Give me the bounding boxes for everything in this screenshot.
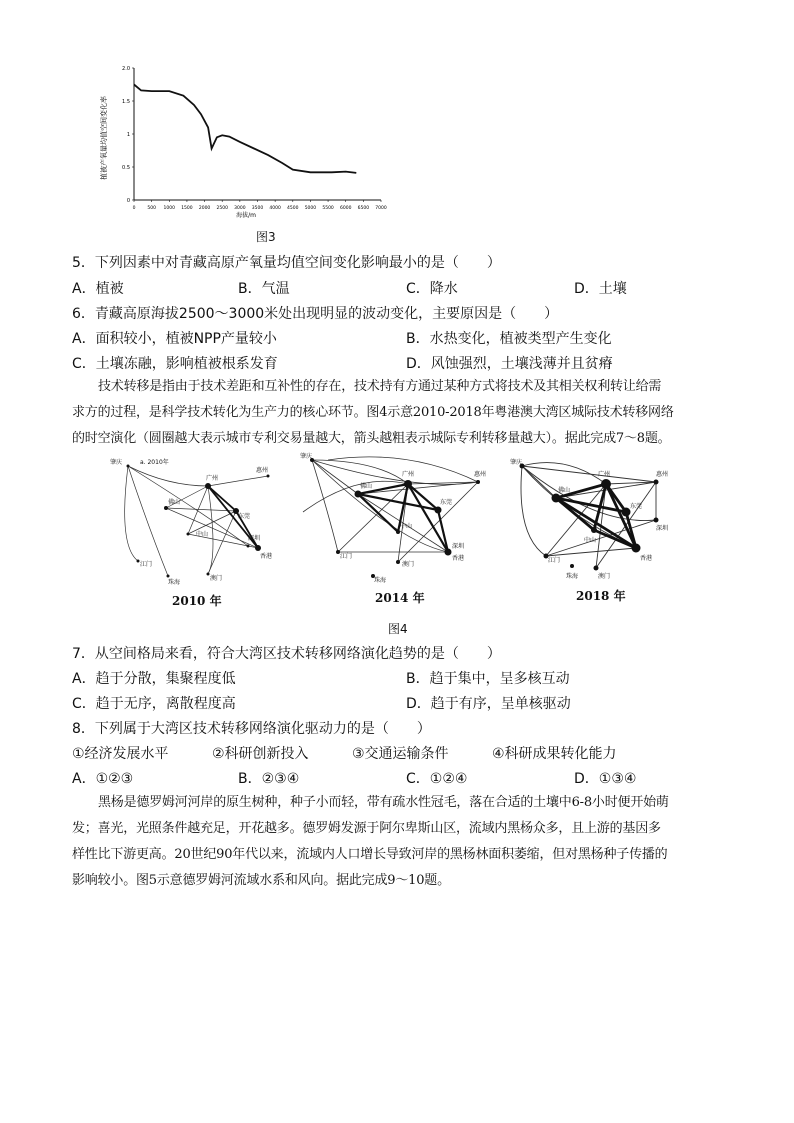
fig4-2014-label-shenzhen: 深圳 [452,543,465,550]
fig4-network-2010 [108,456,288,588]
fig4-2014-label-zhuhai: 珠海 [374,577,387,584]
q8-item-1: ①经济发展水平 [72,746,169,762]
fig3-y-tick-label: 0 [126,198,130,204]
q5-option-d[interactable]: D．土壤 [574,281,627,297]
fig3-caption: 图3 [256,230,276,244]
fig4-year-2014: 2014 年 [375,591,425,605]
fig4-year-2010: 2010 年 [172,594,222,608]
fig4-caption: 图4 [388,622,408,636]
q5-option-a[interactable]: A．植被 [72,281,124,297]
fig3-y-tick-label: 2.0 [122,66,130,72]
fig4-2010-label-shenzhen: 深圳 [248,535,261,542]
fig3-x-tick-label: 3000 [234,206,246,211]
fig3-x-tick-label: 5500 [322,206,334,211]
fig3-y-tick-label: 1 [126,132,130,138]
fig3-x-tick-label: 5000 [304,206,317,211]
q7-option-a[interactable]: A．趋于分散，集聚程度低 [72,671,236,687]
fig3-series-line [134,85,356,173]
fig4-2010-label-foshan: 佛山 [168,499,181,506]
fig4-2010-label-macau: 澳门 [210,575,223,582]
fig4-2014-label-zhaoqing: 肇庆 [300,453,313,460]
passage-line: 样性比下游更高。20世纪90年代以来，流域内人口增长导致河岸的黑杨林面积萎缩，但对黑杨种子传播的 [72,847,668,862]
fig4-2018-label-hongkong: 香港 [640,555,653,562]
fig3-x-tick-label: 4000 [269,206,281,211]
fig4-network-2018 [506,456,682,584]
fig4-2010-label-zhuhai: 珠海 [168,579,181,586]
passage-line: 的时空演化（圆圈越大表示城市专利交易量越大，箭头越粗表示城际专利转移量越大）。据此完成7～8题。 [72,431,671,446]
fig4-2014-label-huizhou: 惠州 [474,471,487,478]
fig3-x-tick-label: 6500 [357,206,370,211]
fig4-year-2018: 2018 年 [576,589,626,603]
fig3-ticks [122,66,387,211]
q8-stem: 8．下列属于大湾区技术转移网络演化驱动力的是（ ） [72,721,431,737]
fig4-2018-label-foshan: 佛山 [558,487,571,494]
fig3-chart [96,60,396,220]
fig3-x-tick-label: 2500 [216,206,228,211]
q8-option-d[interactable]: D．①③④ [574,771,637,787]
fig3-x-tick-label: 4500 [287,206,299,211]
q6-option-a[interactable]: A．面积较小，植被NPP产量较小 [72,331,277,347]
fig4-2018-label-shenzhen: 深圳 [656,525,669,532]
fig4-2018-label-dongguan: 东莞 [630,503,643,510]
q6-stem: 6．青藏高原海拔2500～3000米处出现明显的波动变化，主要原因是（ ） [72,306,559,322]
fig4-2014-label-guangzhou: 广州 [402,471,415,478]
fig4-2010-label-hongkong: 香港 [260,553,273,560]
fig4-2014-label-zhongshan: 中山 [400,523,413,530]
fig4-2018-label-macau: 澳门 [598,573,611,580]
fig4-2010-label-zhongshan: 中山 [196,531,209,538]
q5-stem: 5．下列因素中对青藏高原产氧量均值空间变化影响最小的是（ ） [72,255,501,271]
fig4-2010-label-huizhou: 惠州 [256,467,269,474]
fig4-2018-label-zhuhai: 珠海 [566,573,579,580]
fig4-2018-label-jiangmen: 江门 [548,557,561,564]
fig4-2018-label-huizhou: 惠州 [656,471,669,478]
fig3-x-tick-label: 500 [147,206,156,211]
q6-option-d[interactable]: D．风蚀强烈，土壤浅薄并且贫瘠 [406,356,613,372]
q7-option-b[interactable]: B．趋于集中，呈多核互动 [406,671,570,687]
fig3-x-tick-label: 1500 [181,206,193,211]
fig4-2014-label-foshan: 佛山 [360,483,373,490]
q8-option-a[interactable]: A．①②③ [72,771,134,787]
fig3-x-tick-label: 3500 [251,206,264,211]
fig3-x-tick-label: 1000 [163,206,176,211]
q8-option-c[interactable]: C．①②④ [406,771,468,787]
passage-line: 发；喜光，光照条件越充足，开花越多。德罗姆发源于阿尔卑斯山区，流域内黑杨众多，且上游的基因多 [72,821,661,836]
fig4-2014-label-jiangmen: 江门 [340,553,353,560]
passage-line: 技术转移是指由于技术差距和互补性的存在，技术持有方通过某种方式将技术及其相关权利转让给需 [98,379,662,394]
fig4-2018-label-guangzhou: 广州 [598,471,611,478]
fig3-x-tick-label: 6000 [339,206,352,211]
fig3-axes [134,68,381,200]
fig4-2018-label-zhaoqing: 肇庆 [510,459,523,466]
fig3-y-tick-label: 0.5 [122,165,130,171]
q7-option-c[interactable]: C．趋于无序，离散程度高 [72,696,236,712]
fig4-2014-label-hongkong: 香港 [452,555,465,562]
fig4-2010-label-guangzhou: 广州 [206,475,219,482]
q8-option-b[interactable]: B．②③④ [238,771,300,787]
q8-item-4: ④科研成果转化能力 [492,746,617,762]
passage-line: 求方的过程，是科学技术转化为生产力的核心环节。图4示意2010-2018年粤港澳大湾区城际技术转移网络 [72,405,674,420]
passage-tech-transfer [72,374,722,452]
q6-option-b[interactable]: B．水热变化，植被类型产生变化 [406,331,612,347]
passage-line: 黑杨是德罗姆河河岸的原生树种，种子小而轻，带有疏水性冠毛，落在合适的土壤中6-8小时便开始萌 [98,795,669,810]
q8-item-2: ②科研创新投入 [212,746,309,762]
fig3-x-tick-label: 2000 [198,206,211,211]
fig4-2010-label-jiangmen: 江门 [140,561,153,568]
fig4-2018-label-zhongshan: 中山 [584,537,597,544]
fig3-x-tick-label: 0 [132,206,136,211]
fig4-2014-label-dongguan: 东莞 [440,499,453,506]
q7-stem: 7．从空间格局来看，符合大湾区技术转移网络演化趋势的是（ ） [72,646,501,662]
passage-line: 影响较小。图5示意德罗姆河流域水系和风向。据此完成9～10题。 [72,873,450,888]
fig3-xlabel: 海拔/m [236,212,256,219]
fig3-x-tick-label: 7000 [375,206,387,211]
fig4-2014-label-macau: 澳门 [402,561,415,568]
fig4-network-2014 [298,452,494,584]
q5-option-c[interactable]: C．降水 [406,281,458,297]
q5-option-b[interactable]: B．气温 [238,281,290,297]
fig4-2010-label-dongguan: 东莞 [238,513,251,520]
fig4-2010-subtitle: a. 2010年 [140,459,169,466]
q8-item-3: ③交通运输条件 [352,746,449,762]
fig3-y-tick-label: 1.5 [122,99,130,105]
q6-option-c[interactable]: C．土壤冻融，影响植被根系发育 [72,356,278,372]
fig4-2010-label-zhaoqing: 肇庆 [110,459,123,466]
fig3-ylabel: 植被产氧量均值空间变化率 [100,96,108,180]
passage-black-poplar [72,790,722,894]
q7-option-d[interactable]: D．趋于有序，呈单核驱动 [406,696,571,712]
